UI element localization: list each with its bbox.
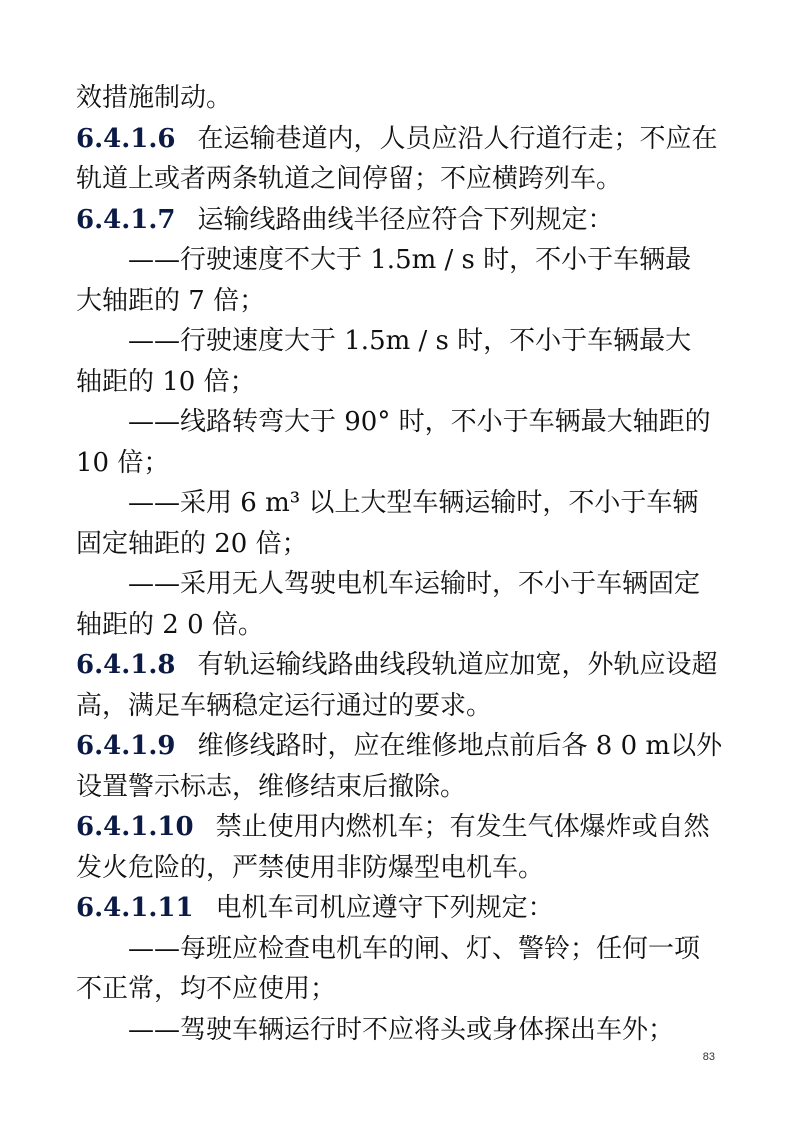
text-line xyxy=(76,240,726,281)
line-text: 高，满足车辆稳定运行通过的要求。 xyxy=(76,690,493,721)
clause-number: 6.4.1.6 xyxy=(76,123,176,154)
line-text: ——采用 6 m³ 以上大型车辆运输时，不小于车辆 xyxy=(128,488,699,518)
text-line xyxy=(76,605,726,646)
line-text: 10 倍； xyxy=(76,447,170,478)
clause-number: 6.4.1.10 xyxy=(76,812,194,842)
text-line xyxy=(76,767,726,808)
line-text: 在运输巷道内，人员应沿人行道行走；不应在 xyxy=(197,123,718,154)
text-line xyxy=(76,1010,726,1051)
line-text: 电机车司机应遵守下列规定： xyxy=(215,893,554,923)
text-line xyxy=(76,969,726,1010)
line-text: ——行驶速度大于 1.5m / s 时，不小于车辆最大 xyxy=(128,326,692,356)
text-line xyxy=(76,159,726,200)
clause-number: 6.4.1.11 xyxy=(76,893,194,923)
text-line xyxy=(76,483,726,524)
line-text: 维修线路时，应在维修地点前后各 8 0 m以外 xyxy=(197,731,723,761)
text-line xyxy=(76,362,726,403)
line-text: 运输线路曲线半径应符合下列规定： xyxy=(197,204,614,235)
line-text: 有轨运输线路曲线段轨道应加宽，外轨应设超 xyxy=(197,650,718,680)
text-line xyxy=(76,321,726,362)
text-line xyxy=(76,78,726,119)
clause-heading-line xyxy=(76,888,726,929)
line-text: 不正常，均不应使用； xyxy=(76,974,337,1004)
clause-heading-line xyxy=(76,119,726,160)
clause-number: 6.4.1.7 xyxy=(76,204,176,235)
line-text: 禁止使用内燃机车；有发生气体爆炸或自然 xyxy=(215,812,710,842)
line-text: 轴距的 10 倍； xyxy=(76,366,256,397)
line-text: ——每班应检查电机车的闸、灯、警铃；任何一项 xyxy=(128,933,701,964)
line-text: 轨道上或者两条轨道之间停留；不应横跨列车。 xyxy=(76,164,623,194)
document-body xyxy=(76,78,726,1050)
line-text: 固定轴距的 20 倍； xyxy=(76,528,308,559)
line-text: 设置警示标志，维修结束后撤除。 xyxy=(76,771,467,802)
page-number: 83 xyxy=(702,1051,715,1063)
clause-heading-line xyxy=(76,645,726,686)
text-line xyxy=(76,929,726,970)
text-line xyxy=(76,686,726,727)
clause-number: 6.4.1.9 xyxy=(76,731,176,761)
line-text: 效措施制动。 xyxy=(76,83,233,113)
line-text: ——行驶速度不大于 1.5m / s 时，不小于车辆最 xyxy=(128,245,692,275)
line-text: 大轴距的 7 倍； xyxy=(76,285,266,316)
line-text: 轴距的 2 0 倍。 xyxy=(76,609,264,640)
text-line xyxy=(76,402,726,443)
text-line xyxy=(76,281,726,322)
text-line xyxy=(76,848,726,889)
clause-heading-line xyxy=(76,807,726,848)
clause-heading-line xyxy=(76,200,726,241)
text-line xyxy=(76,524,726,565)
text-line xyxy=(76,564,726,605)
text-line xyxy=(76,443,726,484)
clause-number: 6.4.1.8 xyxy=(76,650,176,680)
clause-heading-line xyxy=(76,726,726,767)
line-text: ——线路转弯大于 90° 时，不小于车辆最大轴距的 xyxy=(128,407,711,437)
line-text: ——采用无人驾驶电机车运输时，不小于车辆固定 xyxy=(128,569,701,599)
line-text: 发火危险的，严禁使用非防爆型电机车。 xyxy=(76,852,545,883)
line-text: ——驾驶车辆运行时不应将头或身体探出车外； xyxy=(128,1014,675,1045)
